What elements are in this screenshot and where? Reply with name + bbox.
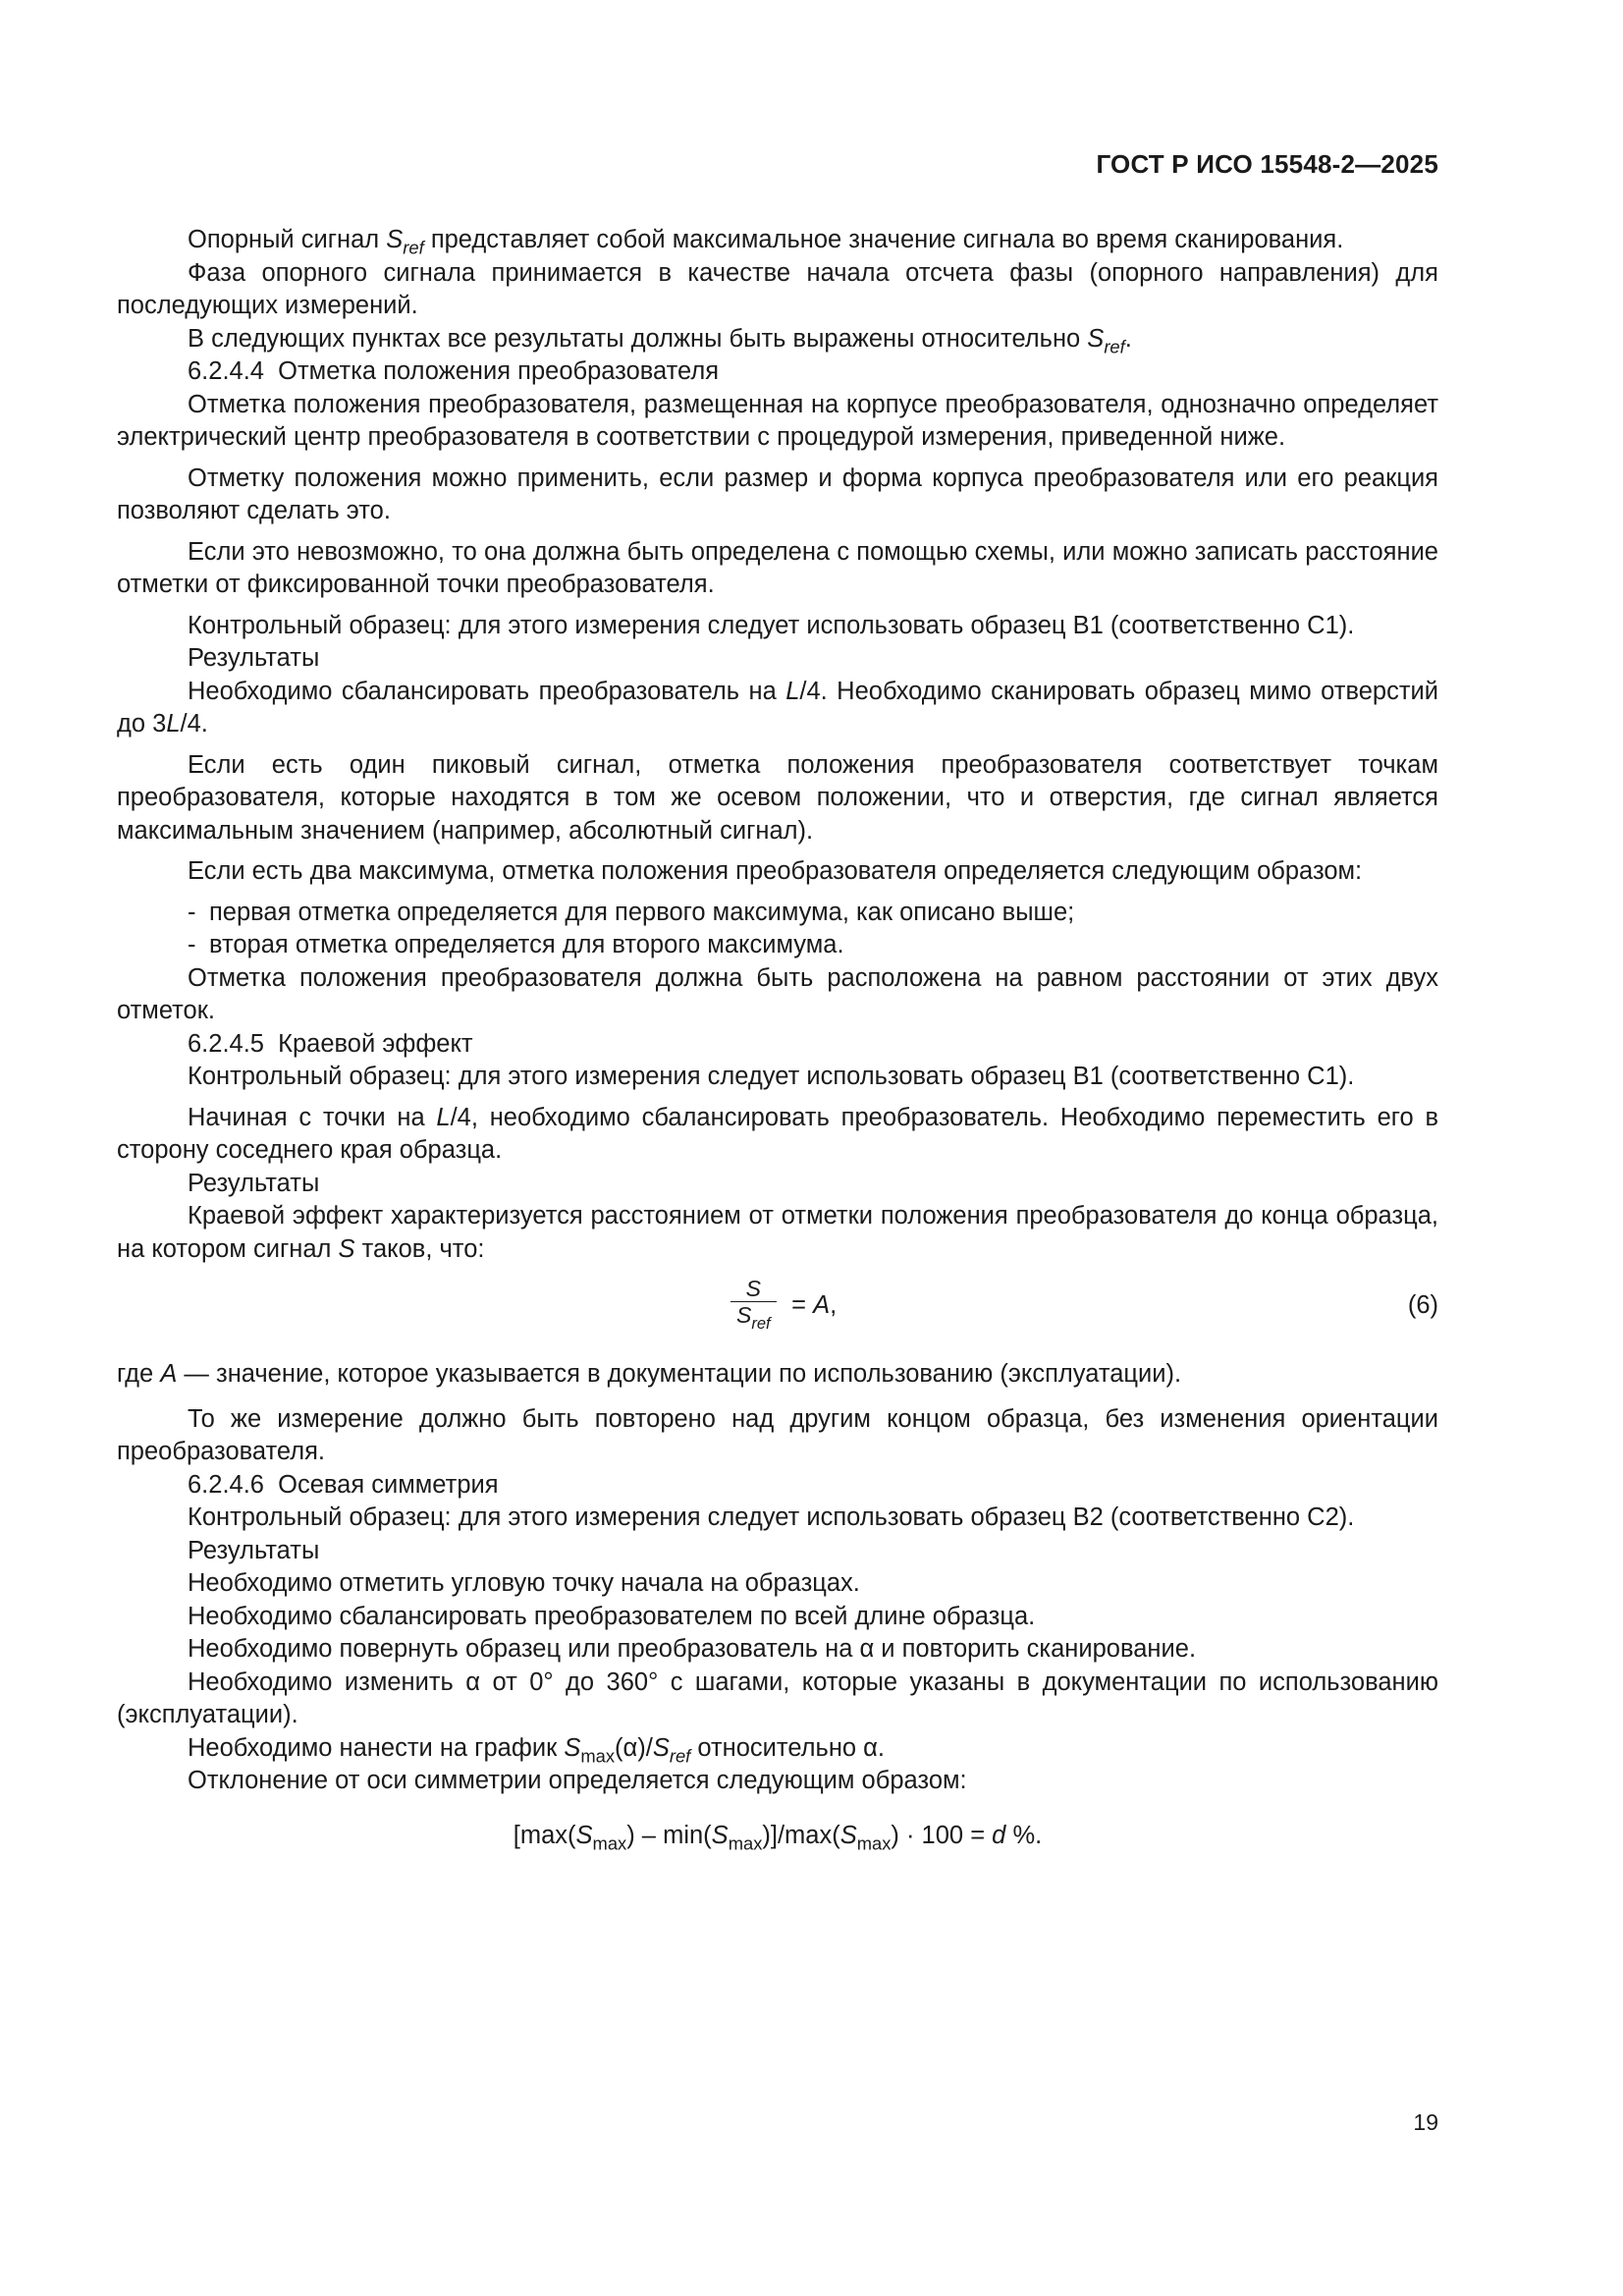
text: . [1124,324,1132,353]
text: ) – min( [626,1821,712,1849]
text: В следующих пунктах все результаты должны быть выражены относительно [188,324,1088,353]
symbol: S [736,1302,752,1328]
text: относительно α. [690,1733,885,1762]
formula-axial-symmetry [117,1820,1438,1853]
paragraph [117,1358,1438,1392]
paragraph: Отметку положения можно применить, если размер и форма корпуса преобразователя или его реакция позволяют сделать это. [117,464,1438,524]
text: /4. [180,710,208,738]
symbol: L [785,677,800,705]
page-number: 19 [1413,2109,1438,2135]
text: (α)/ [615,1733,653,1762]
paragraph [117,1732,1438,1766]
paragraph: Необходимо повернуть образец или преобразователь на α и повторить сканирование. [188,1635,1197,1663]
symbol: S [839,1821,857,1849]
paragraph: Отклонение от оси симметрии определяется следующим образом: [188,1767,967,1794]
formula-tail [784,1289,837,1323]
subscript: ref [751,1313,771,1333]
text: Краевой эффект характеризуется расстоянием от отметки положения преобразователя до конца образца, на котором сигнал [117,1202,1438,1263]
text: )]/max( [762,1821,840,1849]
text: /4, необходимо сбалансировать преобразователь. Необходимо переместить его в сторону соседнего края образца. [117,1103,1438,1164]
paragraph: Если есть два максимума, отметка положения преобразователя определяется следующим образом: [188,857,1363,885]
list-dash: - [188,931,196,958]
subscript: max [856,1831,892,1853]
paragraph [117,1102,1438,1168]
text: Опорный сигнал [188,226,387,253]
fraction-numerator: S [730,1276,777,1302]
symbol: S [564,1733,581,1762]
text: таков, что: [354,1234,485,1263]
paragraph [117,676,1438,741]
subscript: ref [669,1744,691,1766]
section-heading-6244: 6.2.4.4 Отметка положения преобразователя [188,357,720,385]
subscript: ref [403,237,424,258]
symbol: A [160,1360,178,1388]
subscript: max [592,1831,627,1853]
list-item-text: вторая отметка определяется для второго максимума. [209,931,844,958]
symbol: A [813,1291,831,1319]
list-item [117,897,1438,930]
paragraph: Если есть один пиковый сигнал, отметка положения преобразователя соответствует точкам преобразователя, которые находятся в том же осевом положении, что и отверстия, где сигнал является максимальным значением (например, абсолютный сигнал). [117,750,1438,845]
text: [max( [513,1821,576,1849]
text: Начиная с точки на [188,1103,437,1131]
text: Необходимо нанести на график [188,1733,565,1762]
text: Необходимо сбалансировать преобразователь на [188,677,786,705]
document-code-header: ГОСТ Р ИСО 15548-2—2025 [1096,149,1438,179]
symbol: S [338,1234,355,1263]
paragraph: Необходимо сбалансировать преобразователем по всей длине образца. [188,1602,1036,1630]
paragraph [117,224,1438,257]
symbol: L [166,710,181,738]
equation-number: (6) [1407,1291,1438,1319]
text: ) · 100 = [891,1821,993,1849]
text: — значение, которое указывается в документации по использованию (эксплуатации). [177,1360,1182,1388]
symbol: L [436,1103,451,1131]
section-heading-6245: 6.2.4.5 Краевой эффект [188,1029,473,1058]
subscript: ref [1104,335,1125,356]
text: представляет собой максимальное значение сигнала во время сканирования. [423,226,1344,253]
paragraph: Фаза опорного сигнала принимается в качестве начала отсчета фазы (опорного направления) для последующих измерений. [117,258,1438,319]
paragraph: Необходимо изменить α от 0° до 360° с шагами, которые указаны в документации по использованию (эксплуатации). [117,1667,1438,1728]
paragraph: Контрольный образец: для этого измерения следует использовать образец В1 (соответственно С1). [188,611,1355,639]
symbol: S [1087,324,1105,353]
symbol: S [575,1821,593,1849]
results-label: Результаты [188,1536,320,1564]
document-body [117,224,1438,1852]
list-item-text: первая отметка определяется для первого максимума, как описано выше; [209,898,1075,926]
text: где [117,1360,161,1388]
fraction [730,1276,777,1333]
subscript: max [580,1744,616,1766]
subscript: max [728,1831,763,1853]
paragraph: То же измерение должно быть повторено над другим концом образца, без изменения ориентации преобразователя. [117,1404,1438,1465]
paragraph: Отметка положения преобразователя должна быть расположена на равном расстоянии от этих двух отметок. [117,963,1438,1024]
section-heading-6246: 6.2.4.6 Осевая симметрия [188,1470,499,1499]
symbol: S [652,1733,670,1762]
paragraph [117,323,1438,356]
symbol: S [386,226,404,253]
results-label: Результаты [188,1169,320,1197]
list-dash: - [188,898,196,926]
formula-6 [117,1272,1438,1352]
fraction-denominator [730,1302,777,1333]
text: = [784,1291,814,1319]
text: /4. Необходимо сканировать образец мимо отверстий до 3 [117,677,1438,738]
text: , [830,1291,838,1319]
text: %. [1005,1821,1043,1849]
paragraph: Необходимо отметить угловую точку начала на образцах. [188,1569,860,1597]
paragraph: Контрольный образец: для этого измерения следует использовать образец В1 (соответственно С1). [188,1063,1355,1090]
paragraph [117,1200,1438,1266]
symbol: S [711,1821,729,1849]
results-label: Результаты [188,644,320,672]
symbol: d [992,1821,1006,1849]
paragraph: Контрольный образец: для этого измерения следует использовать образец В2 (соответственно С2). [188,1503,1355,1531]
list-item [117,929,1438,962]
paragraph: Отметка положения преобразователя, размещенная на корпусе преобразователя, однозначно определяет электрический центр преобразователя в соответствии с процедурой измерения, приведенной ниже. [117,390,1438,451]
paragraph: Если это невозможно, то она должна быть определена с помощью схемы, или можно записать расстояние отметки от фиксированной точки преобразователя. [117,537,1438,598]
